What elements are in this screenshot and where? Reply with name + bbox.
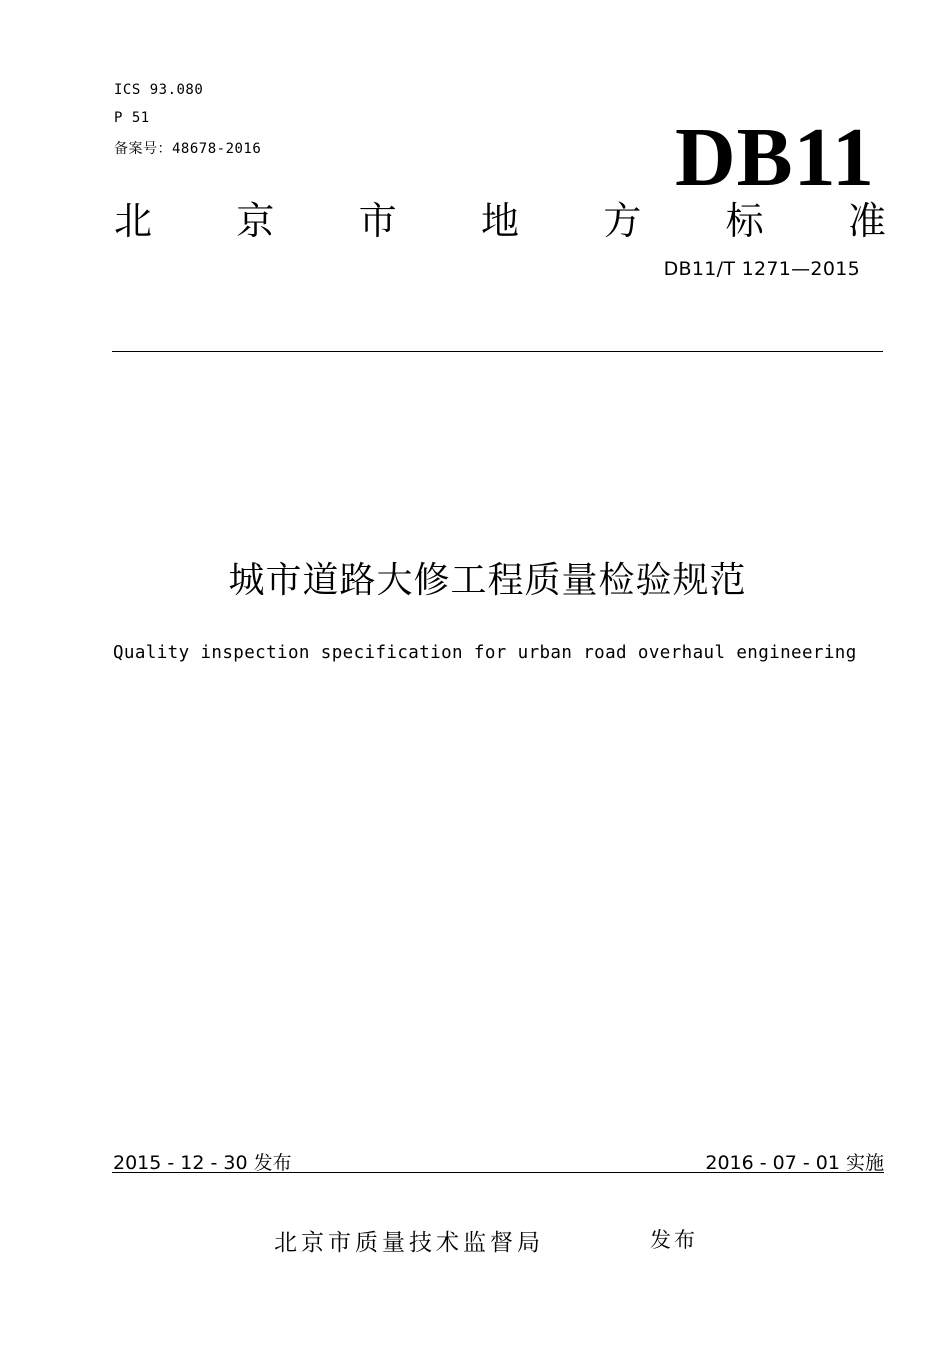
standard-type-char: 标 (725, 199, 764, 243)
header-divider (112, 351, 883, 352)
standard-type-char: 京 (236, 199, 275, 243)
standard-type-char: 市 (358, 199, 397, 243)
footer-divider (112, 1172, 884, 1173)
ics-code: ICS 93.080 (114, 82, 204, 98)
standard-type-char: 方 (603, 199, 642, 243)
document-title-chinese: 城市道路大修工程质量检验规范 (228, 560, 747, 601)
standard-type-char: 地 (480, 199, 519, 243)
implementation-date: 2016 - 07 - 01 实施 (705, 1152, 884, 1174)
standard-type-heading (114, 196, 886, 246)
standard-number: DB11/T 1271—2015 (663, 258, 860, 280)
issuing-authority: 北京市质量技术监督局 (274, 1230, 544, 1256)
classification-code: P 51 (114, 110, 150, 126)
issue-date: 2015 - 12 - 30 发布 (113, 1152, 292, 1174)
document-title-english: Quality inspection specification for urban road overhaul engineering (113, 643, 857, 663)
standard-type-char: 北 (114, 199, 153, 243)
issuing-action: 发布 (650, 1228, 698, 1252)
db11-logo: DB11 (674, 111, 875, 204)
filing-number: 备案号：48678-2016 (114, 141, 262, 157)
standard-type-char: 准 (847, 199, 886, 243)
